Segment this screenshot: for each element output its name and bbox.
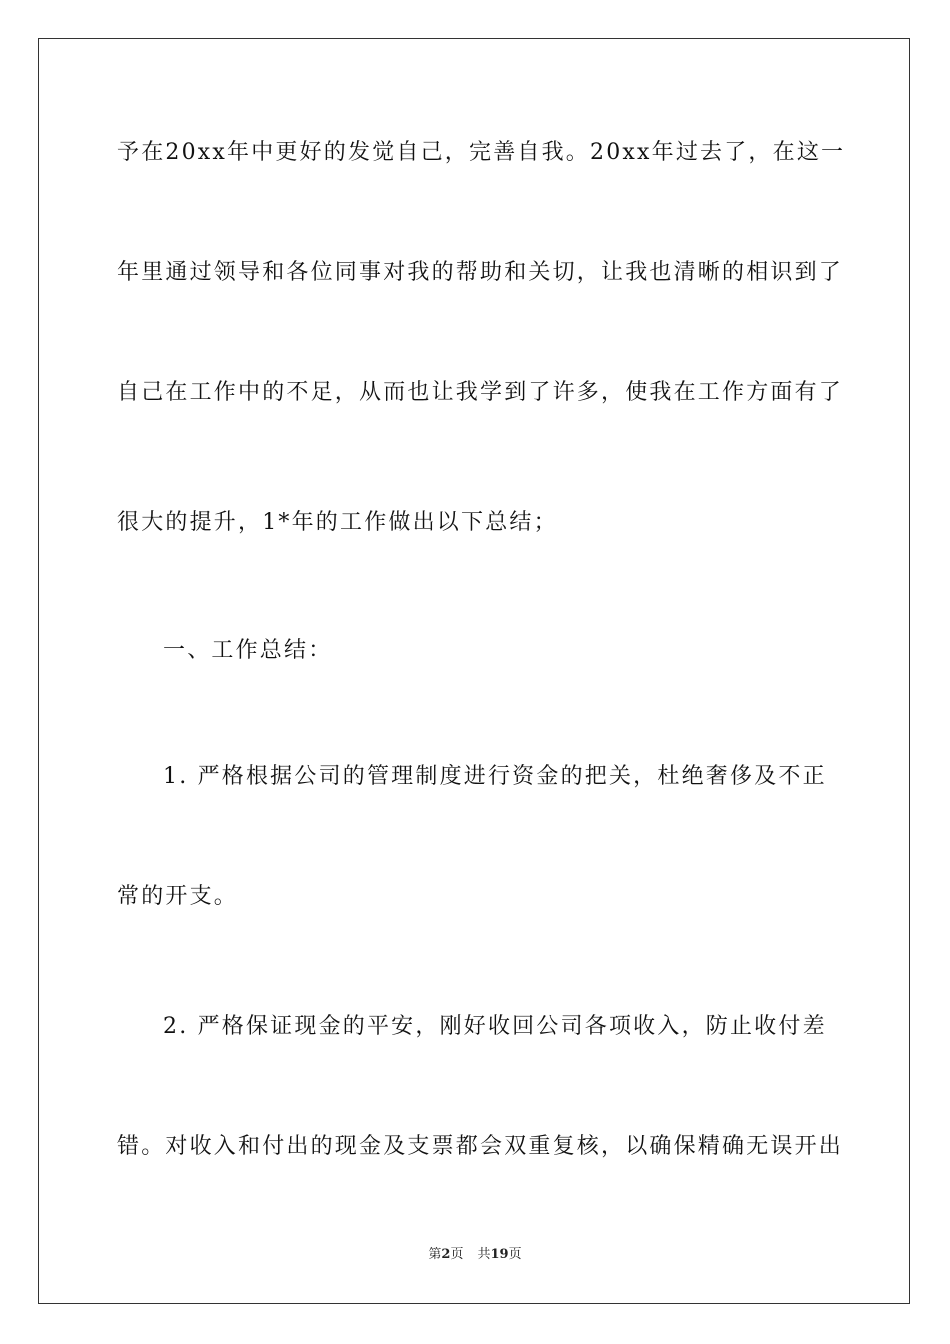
list-item-2-continued: 错。对收入和付出的现金及支票都会双重复核，以确保精确无误开出 <box>117 1134 844 1159</box>
page-prefix: 第 <box>428 1247 442 1262</box>
body-line: 自己在工作中的不足，从而也让我学到了许多，使我在工作方面有了 <box>117 380 844 405</box>
page-suffix: 页 <box>450 1247 464 1262</box>
list-item-2-start: 2. 严格保证现金的平安，刚好收回公司各项收入，防止收付差 <box>163 1014 827 1039</box>
total-pages: 19 <box>490 1247 509 1262</box>
total-prefix: 共 <box>477 1247 491 1262</box>
body-line: 予在20xx年中更好的发觉自己，完善自我。20xx年过去了，在这一 <box>117 140 846 165</box>
page-border <box>38 38 910 1304</box>
body-line: 年里通过领导和各位同事对我的帮助和关切，让我也清晰的相识到了 <box>117 260 844 285</box>
list-item-1-continued: 常的开支。 <box>117 884 239 909</box>
total-suffix: 页 <box>508 1247 522 1262</box>
list-item-1-start: 1. 严格根据公司的管理制度进行资金的把关，杜绝奢侈及不正 <box>163 764 827 789</box>
section-heading: 一、工作总结： <box>163 638 333 663</box>
page-footer <box>0 1246 950 1264</box>
body-line: 很大的提升，1*年的工作做出以下总结； <box>117 510 558 535</box>
page-number: 2 <box>441 1247 451 1262</box>
